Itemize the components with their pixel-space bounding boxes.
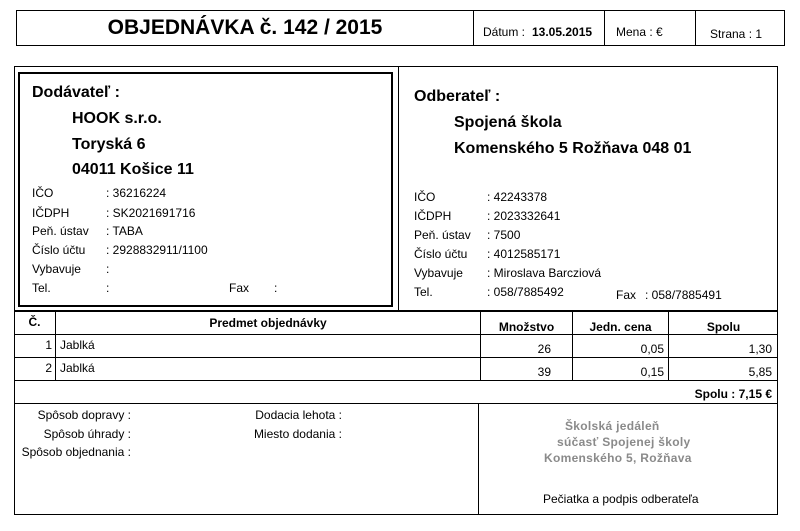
customer-tel-value: : 058/7885492 <box>487 285 564 299</box>
col-header-unit-price: Jedn. cena <box>589 320 652 334</box>
supplier-bank-label: Peň. ústav <box>32 224 89 238</box>
row-item: Jablká <box>60 338 95 352</box>
customer-fax-label: Fax <box>616 288 637 302</box>
customer-address: Komenského 5 Rožňava 048 01 <box>454 140 692 157</box>
col-header-quantity: Množstvo <box>498 320 555 334</box>
page-number: Strana : 1 <box>710 27 763 41</box>
customer-bank-label: Peň. ústav <box>414 228 471 242</box>
customer-name: Spojená škola <box>454 114 562 131</box>
date-value: 13.05.2015 <box>532 25 593 39</box>
transport-label: Spôsob dopravy : <box>37 408 131 422</box>
supplier-name: HOOK s.r.o. <box>72 110 162 127</box>
stamp-line-3: Komenského 5, Rožňava <box>544 451 692 465</box>
customer-icdph-label: IČDPH <box>414 209 452 223</box>
row-number: 2 <box>45 361 52 375</box>
customer-heading: Odberateľ : <box>414 88 501 105</box>
stamp-line-1: Školská jedáleň <box>565 419 660 433</box>
row-quantity: 39 <box>537 365 551 379</box>
customer-ico-value: : 42243378 <box>487 190 548 204</box>
supplier-fax-value: : <box>274 281 278 295</box>
payment-label: Spôsob úhrady : <box>43 427 131 441</box>
customer-bank-value: : 7500 <box>487 228 521 242</box>
customer-account-value: : 4012585171 <box>487 247 561 261</box>
supplier-contact-value: : <box>106 262 110 276</box>
currency: Mena : € <box>616 25 663 39</box>
table-row-rule <box>14 357 778 358</box>
row-quantity: 26 <box>537 342 551 356</box>
customer-contact-value: : Miroslava Barcziová <box>487 266 602 280</box>
order-total: Spolu : 7,15 € <box>694 387 772 401</box>
supplier-account-value: : 2928832911/1100 <box>106 243 208 257</box>
supplier-contact-label: Vybavuje <box>32 262 81 276</box>
supplier-icdph-value: : SK2021691716 <box>106 206 196 220</box>
page-title: OBJEDNÁVKA č. 142 / 2015 <box>107 16 383 39</box>
customer-fax-value: : 058/7885491 <box>645 288 722 302</box>
customer-account-label: Číslo účtu <box>414 247 468 261</box>
delivery-place-label: Miesto dodania : <box>253 427 342 441</box>
supplier-city: 04011 Košice 11 <box>72 161 194 178</box>
order-method-label: Spôsob objednania : <box>21 445 131 459</box>
table-bottom-rule <box>14 380 778 381</box>
supplier-fax-label: Fax <box>229 281 250 295</box>
date-label: Dátum : <box>483 25 526 39</box>
row-unit-price: 0,15 <box>640 365 664 379</box>
row-total: 1,30 <box>748 342 772 356</box>
table-top-rule <box>14 310 778 312</box>
row-unit-price: 0,05 <box>640 342 664 356</box>
stamp-line-2: súčasť Spojenej školy <box>557 435 691 449</box>
supplier-street: Toryská 6 <box>72 136 146 153</box>
customer-ico-label: IČO <box>414 190 436 204</box>
supplier-tel-value: : <box>106 281 110 295</box>
supplier-ico-label: IČO <box>32 186 54 200</box>
row-number: 1 <box>45 338 52 352</box>
customer-contact-label: Vybavuje <box>414 266 463 280</box>
table-header-rule <box>14 334 778 335</box>
total-rule <box>14 403 778 404</box>
customer-tel-label: Tel. <box>414 285 433 299</box>
supplier-account-label: Číslo účtu <box>32 243 86 257</box>
supplier-icdph-label: IČDPH <box>32 206 70 220</box>
col-header-number: Č. <box>28 315 41 329</box>
col-header-item: Predmet objednávky <box>209 316 327 330</box>
supplier-tel-label: Tel. <box>32 281 51 295</box>
footer-divider <box>478 404 479 514</box>
signature-label: Pečiatka a podpis odberateľa <box>543 492 699 506</box>
party-divider <box>398 67 399 310</box>
row-item: Jablká <box>60 361 95 375</box>
row-total: 5,85 <box>748 365 772 379</box>
col-header-total: Spolu <box>706 320 741 334</box>
customer-icdph-value: : 2023332641 <box>487 209 561 223</box>
supplier-heading: Dodávateľ : <box>32 84 120 101</box>
supplier-ico-value: : 36216224 <box>106 186 167 200</box>
delivery-term-label: Dodacia lehota : <box>255 408 342 422</box>
supplier-bank-value: : TABA <box>106 224 143 238</box>
